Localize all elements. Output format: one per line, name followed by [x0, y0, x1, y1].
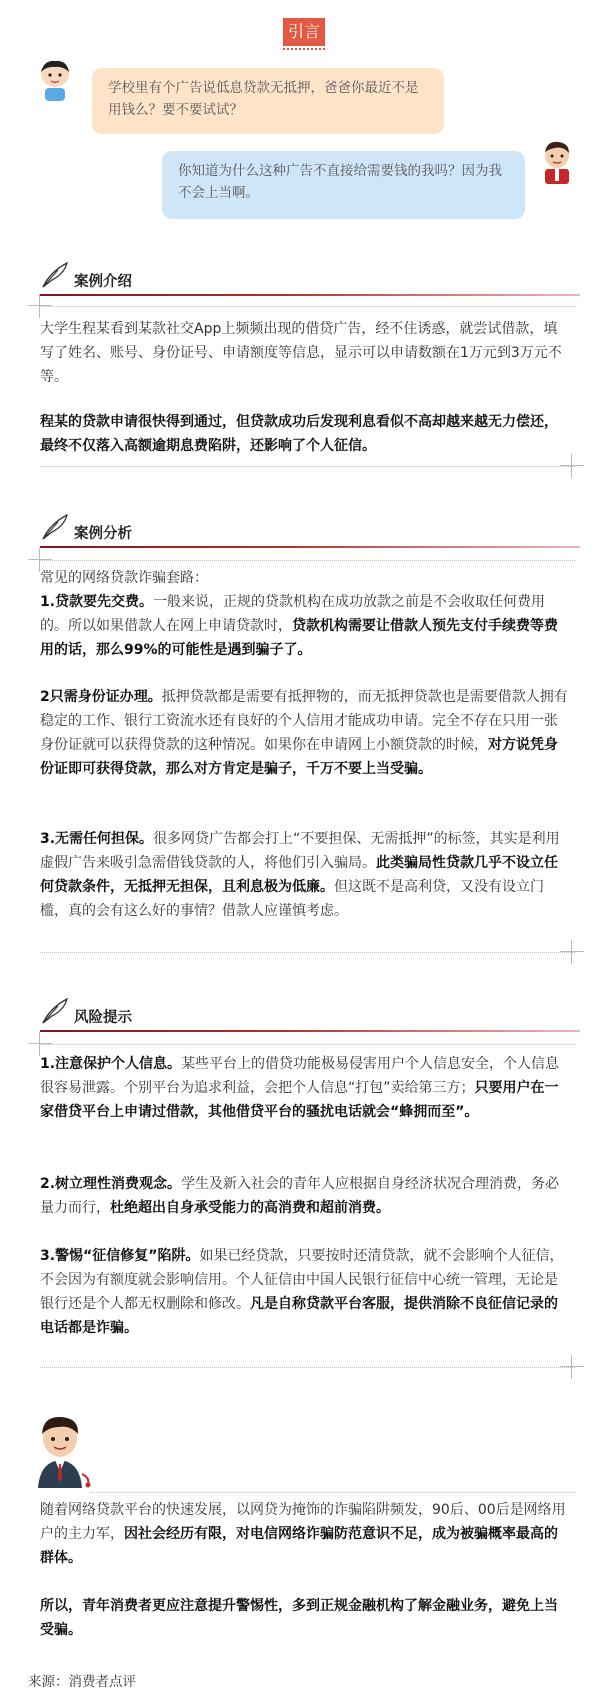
risk-item-2-bold: 杜绝超出自身承受能力的高消费和超前消费。 — [110, 1200, 390, 1216]
analysis-item-3-head: 3.无需任何担保。 — [40, 831, 154, 847]
analysis-item-1 — [40, 590, 570, 662]
risk-item-1-text: 某些平台上的借贷功能极易侵害用户个人信息安全，个人信息很容易泄露。个别平台为追求利益，会把个人信息“打包”卖给第三方； — [40, 1056, 560, 1096]
intro-tag-underline — [283, 48, 325, 50]
analysis-item-3-tail: 但这既不是高利贷，又没有设立门槛，真的会有这么好的事情？借款人应谨慎考虑。 — [40, 879, 544, 919]
risk-item-2 — [40, 1172, 570, 1220]
section-rule — [40, 294, 580, 296]
analysis-item-1-bold: 贷款机构需要让借款人预先支付手续费等费用的话，那么99%的可能性是遇到骗子了。 — [40, 618, 558, 658]
analysis-item-2-head: 2只需身份证办理。 — [40, 689, 162, 705]
intro-tag: 引言 — [283, 18, 325, 46]
risk-item-2-head: 2.树立理性消费观念。 — [40, 1176, 182, 1192]
analysis-item-2 — [40, 685, 570, 781]
risk-item-1-bold: 只要用户在一家借贷平台上申请过借款，其他借贷平台的骚扰电话就会“蜂拥而至”。 — [40, 1080, 559, 1120]
case-intro-title: 案例介绍 — [74, 274, 132, 290]
section-rule — [40, 1030, 580, 1032]
risk-item-2-text: 学生及新入社会的青年人应根据自身经济状况合理消费，务必量力而行， — [40, 1176, 560, 1216]
analysis-item-3-bold: 此类骗局性贷款几乎不设立任何贷款条件，无抵押无担保，且利息极为低廉。 — [40, 855, 558, 895]
risk-header — [40, 996, 580, 1036]
risk-item-1-head: 1.注意保护个人信息。 — [40, 1056, 182, 1072]
risk-item-3-head: 3.警惕“征信修复”陷阱。 — [40, 1248, 200, 1264]
analysis-item-1-text: 一般来说，正规的贷款机构在成功放款之前是不会收取任何费用的。所以如果借款人在网上申请贷款时， — [40, 594, 546, 634]
risk-item-3 — [40, 1244, 570, 1340]
analysis-item-1-head: 1.贷款要先交费。 — [40, 594, 154, 610]
dotted-divider — [40, 466, 575, 467]
summary-paragraph-1-text: 随着网络贷款平台的快速发展，以网贷为掩饰的诈骗陷阱频发，90后、00后是网络用户的主力军， — [40, 1502, 566, 1542]
risk-item-1 — [40, 1052, 570, 1124]
dotted-divider — [40, 1044, 575, 1045]
case-analysis-title: 案例分析 — [74, 526, 132, 542]
risk-item-3-bold: 凡是自称贷款平台客服，提供消除不良征信记录的电话都是诈骗。 — [40, 1296, 558, 1336]
source-credit: 来源：消费者点评 — [28, 1674, 136, 1690]
section-rule — [40, 546, 580, 548]
risk-item-3-text: 如果已经贷款，只要按时还清贷款，就不会影响个人征信，不会因为有额度就会影响信用。个人征信由中国人民银行征信中心统一管理，无论是银行还是个人都无权删除和修改。 — [40, 1248, 564, 1312]
summary-paragraph-1 — [40, 1498, 570, 1570]
quill-icon — [40, 512, 70, 542]
dotted-divider — [40, 306, 575, 307]
case-analysis-header — [40, 512, 580, 552]
case-intro-paragraph-1: 大学生程某看到某款社交App上频频出现的借贷广告，经不住诱惑，就尝试借款，填写了姓名、账号、身份证号、申请额度等信息，显示可以申请数额在1万元到3万元不等。 — [40, 321, 562, 385]
case-intro-paragraph-2: 程某的贷款申请很快得到通过，但贷款成功后发现利息看似不高却越来越无力偿还，最终不仅落入高额逾期息费陷阱，还影响了个人征信。 — [40, 414, 558, 454]
summary-paragraph-2: 所以，青年消费者更应注意提升警惕性，多到正规金融机构了解金融业务，避免上当受骗。 — [40, 1598, 558, 1638]
analysis-item-3 — [40, 827, 570, 923]
dad-message-bubble: 你知道为什么这种广告不直接给需要钱的我吗？因为我不会上当啊。 — [162, 151, 525, 219]
analysis-item-2-text: 抵押贷款都是需要有抵押物的，而无抵押贷款也是需要借款人拥有稳定的工作、银行工资流水还有良好的个人信用才能成功申请。完全不存在只用一张身份证就可以获得贷款的这种情况。如果你在申请网上小额贷款的时候， — [40, 689, 568, 753]
risk-title: 风险提示 — [74, 1010, 132, 1026]
dotted-divider — [40, 952, 575, 953]
analysis-lead: 常见的网络贷款诈骗套路： — [40, 570, 208, 586]
summary-paragraph-1-bold: 因社会经历有限，对电信网络诈骗防范意识不足，成为被骗概率最高的群体。 — [40, 1526, 558, 1566]
analysis-item-2-bold: 对方说凭身份证即可获得贷款，那么对方肯定是骗子，千万不要上当受骗。 — [40, 737, 558, 777]
dotted-divider — [40, 1367, 575, 1368]
dad-avatar-icon — [538, 140, 576, 184]
presenter-avatar-icon — [30, 1412, 94, 1488]
case-intro-header — [40, 260, 580, 300]
quill-icon — [40, 996, 70, 1026]
dotted-divider — [90, 1492, 575, 1493]
dotted-divider — [40, 560, 575, 561]
child-message-bubble: 学校里有个广告说低息贷款无抵押，爸爸你最近不是用钱么？要不要试试？ — [92, 68, 444, 134]
analysis-item-3-text: 很多网贷广告都会打上“不要担保、无需抵押”的标签，其实是利用虚假广告来吸引急需借钱贷款的人，将他们引入骗局。 — [40, 831, 560, 871]
quill-icon — [40, 260, 70, 290]
child-avatar-icon — [36, 58, 74, 102]
